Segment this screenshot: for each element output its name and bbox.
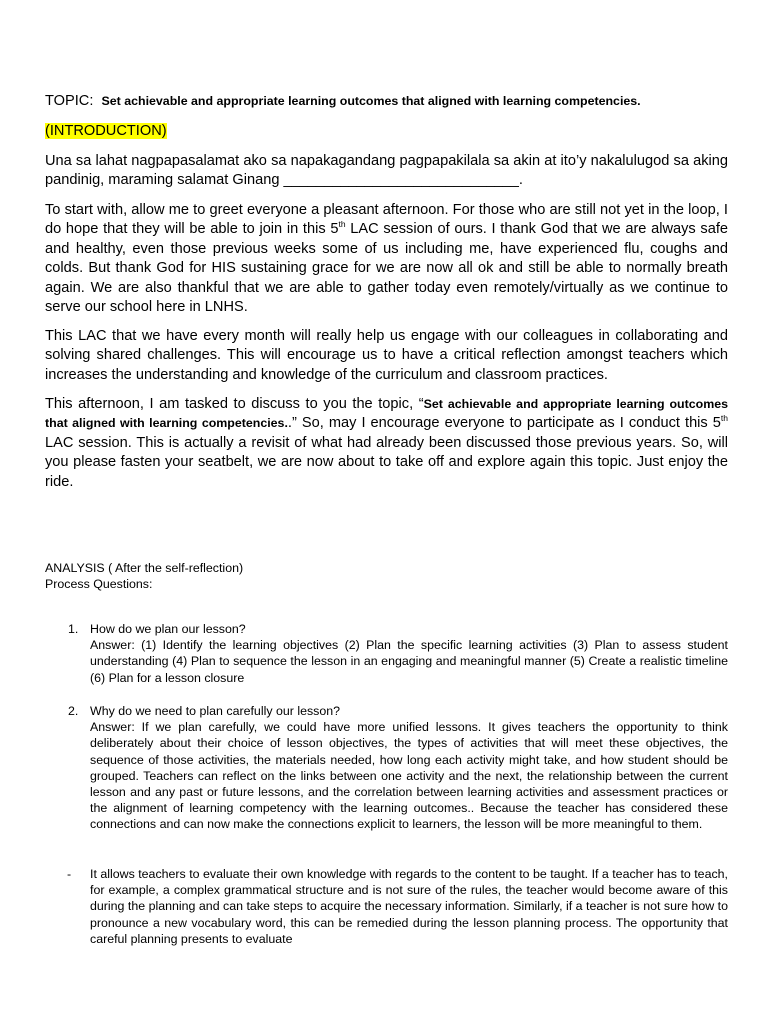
paragraph-topic-intro-part-c: LAC session. This is actually a revisit of what had already been discussed those previous years. So, will you please fasten your seatbelt, we are now about to take off and explore again this topic. Just enjoy the ride. — [45, 434, 728, 490]
superscript-th: th — [720, 413, 728, 424]
question-block — [90, 621, 728, 686]
paragraph-greeting-part-a: To start with, allow me to greet everyone a pleasant afternoon. For those who are still not yet in the loop, I do hope that they will be able to join in this 5 — [45, 202, 728, 238]
paragraph-topic-intro — [45, 395, 728, 492]
answer-text: Answer: (1) Identify the learning objectives (2) Plan the specific learning activities (3) Plan to assess student understanding (4) Plan to sequence the lesson in an engaging and meaningful manner (5) Create a realistic timeline (6) Plan for a lesson closure — [90, 638, 728, 685]
paragraph-greeting — [45, 201, 728, 317]
paragraph-topic-intro-part-a: This afternoon, I am tasked to discuss to you the topic, “ — [45, 396, 424, 412]
topic-title: Set achievable and appropriate learning outcomes that aligned with learning competencies. — [101, 94, 641, 108]
answer-text: Answer: If we plan carefully, we could have more unified lessons. It gives teachers the opportunity to think deliberately about their choice of lesson objectives, the types of activities that will meet these objectives, the sequence of those activities, the materials needed, how long each activity might take, and how student should be grouped. Teachers can reflect on the links between one activity and the next, the relationship between the current lesson and any past or future lessons, and the correlation between learning activities and assessment practices or the alignment of learning competency with the learning outcomes.. Because the teacher has considered these connections and can now make the connections explicit to learners, the lesson will be more meaningful to them. — [90, 720, 728, 832]
paragraph-greeting-part-b: LAC session of ours. I thank God that we are always safe and healthy, even those previous weeks some of us including me, have experienced flu, coughs and colds. But thank God for HIS sustaining grace for we are now all ok and still be able to normally breath again. We are also thankful that we are able to gather today even remotely/virtually as we continue to serve our school here in LNHS. — [45, 221, 729, 316]
paragraph-lac-purpose: This LAC that we have every month will really help us engage with our colleagues in collaborating and solving shared challenges. This will encourage us to have a critical reflection amongst teachers which increases the understanding and knowledge of the curriculum and classroom practices. — [45, 328, 728, 383]
paragraph-topic-intro-bold: Set achievable and appropriate learning outcomes that aligned with learning competencies. — [45, 397, 729, 431]
question-text: Why do we need to plan carefully our lesson? — [90, 704, 341, 718]
bullet-marker: - — [67, 867, 72, 881]
superscript-th: th — [338, 219, 346, 230]
topic-line — [45, 93, 728, 109]
list-number: 1. — [68, 622, 79, 636]
paragraph-topic-intro-part-b: .” So, may I encourage everyone to participate as I conduct this 5 — [287, 415, 721, 432]
analysis-heading: ANALYSIS ( After the self-reflection) — [45, 561, 244, 575]
bullet-text: It allows teachers to evaluate their own knowledge with regards to the content to be taught. If a teacher has to teach, for example, a complex grammatical structure and is not sure of the rules, the teacher would become aware of this during the planning and can take steps to acquire the necessary information. Similarly, if a teacher is not sure how to pronounce a new vocabulary word, this can be remedied during the lesson planning process. The opportunity that careful planning presents to evaluate — [90, 867, 728, 946]
question-block — [90, 703, 728, 833]
analysis-section-header — [45, 560, 728, 592]
introduction-highlight: (INTRODUCTION) — [45, 123, 167, 139]
list-number: 2. — [68, 704, 79, 718]
introduction-heading — [45, 122, 728, 141]
process-questions-heading: Process Questions: — [45, 577, 153, 592]
paragraph-greeting-tagalog: Una sa lahat nagpapasalamat ako sa napakagandang pagpapakilala sa akin at ito’y nakalulugod sa aking pandinig, maraming salamat Ginang _____________________________. — [45, 153, 728, 189]
topic-label: TOPIC: — [45, 93, 94, 109]
question-text: How do we plan our lesson? — [90, 622, 246, 636]
